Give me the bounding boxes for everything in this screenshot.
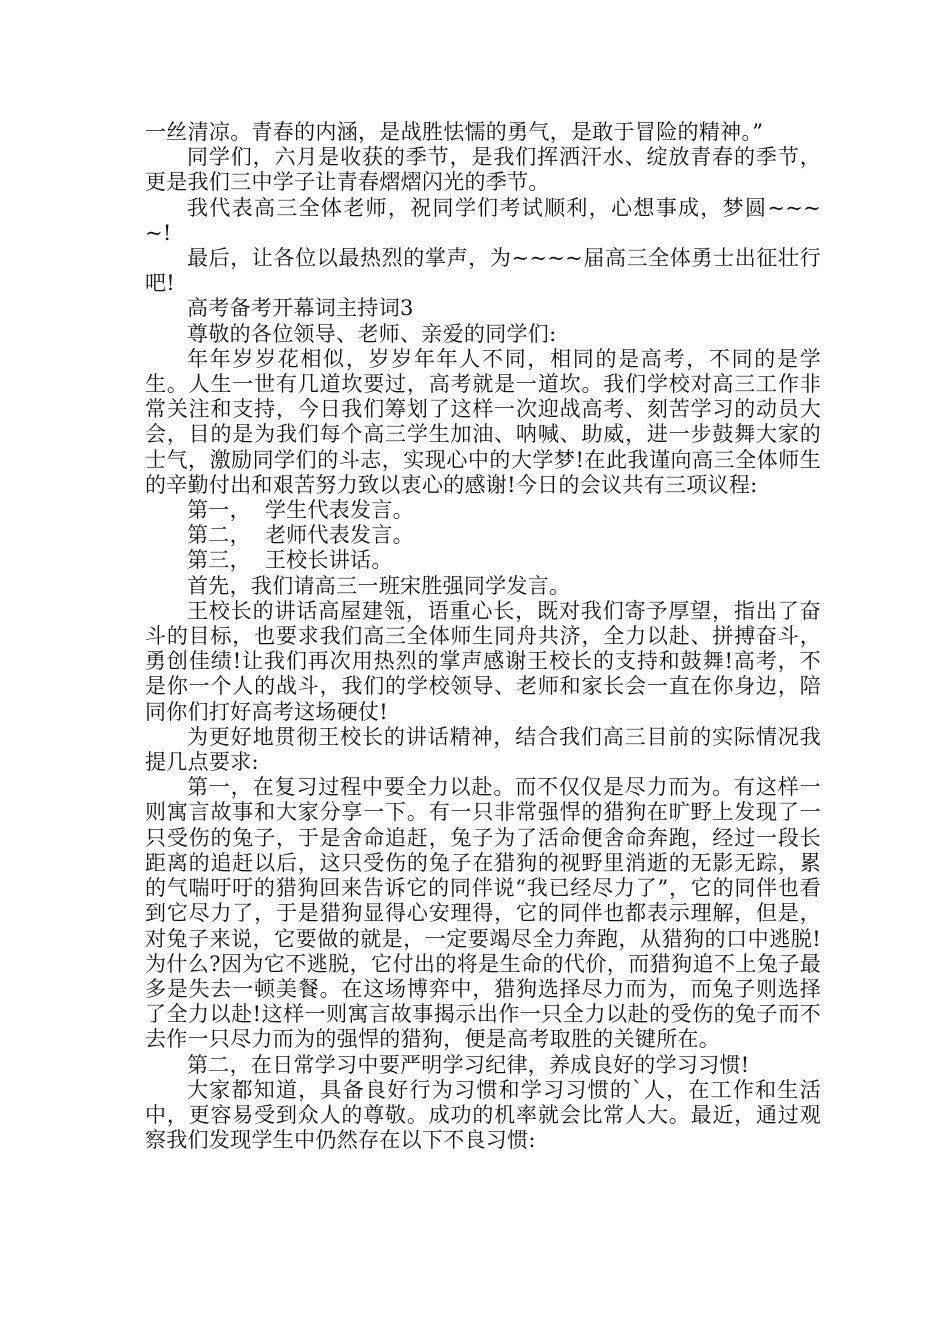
paragraph-3: 我代表高三全体老师，祝同学们考试顺利，心想事成，梦圆~~~~! xyxy=(145,195,821,245)
paragraph-12: 王校长的讲话高屋建瓴，语重心长，既对我们寄予厚望，指出了奋斗的目标，也要求我们高三全体师生同舟共济，全力以赴、拼搏奋斗，勇创佳绩!让我们再次用热烈的掌声感谢王校长的支持和鼓舞!高考，不是你一个人的战斗，我们的学校领导、老师和家长会一直在你身边，陪同你们打好高考这场硬仗! xyxy=(145,598,821,724)
salutation: 尊敬的各位领导、老师、亲爱的同学们: xyxy=(187,321,557,346)
paragraph-15: 第二，在日常学习中要严明学习纪律，养成良好的学习习惯! xyxy=(187,1052,750,1077)
paragraph-11: 首先，我们请高三一班宋胜强同学发言。 xyxy=(187,573,571,598)
paragraph-4: 最后，让各位以最热烈的掌声，为~~~~届高三全体勇士出征壮行吧! xyxy=(145,246,821,296)
paragraph-14: 第一，在复习过程中要全力以赴。而不仅仅是尽力而为。有这样一则寓言故事和大家分享一下。有一只非常强悍的猎狗在旷野上发现了一只受伤的兔子，于是舍命追赶，兔子为了活命便舍命奔跑，经过一段长距离的追赶以后，这只受伤的兔子在猎狗的视野里消逝的无影无踪，累的气喘吁吁的猎狗回来告诉它的同伴说“我已经尽力了”，它的同伴也看到它尽力了，于是猎狗显得心安理得，它的同伴也都表示理解，但是，对兔子来说，它要做的就是，一定要竭尽全力奔跑，从猎狗的口中逃脱!为什么?因为它不逃脱，它付出的将是生命的代价，而猎狗追不上兔子最多是失去一顿美餐。在这场博弈中，猎狗选择尽力而为，而兔子则选择了全力以赴!这样一则寓言故事揭示出作一只全力以赴的受伤的兔子而不去作一只尽力而为的强悍的猎狗，便是高考取胜的关键所在。 xyxy=(145,775,821,1052)
paragraph-2: 同学们，六月是收获的季节，是我们挥洒汗水、绽放青春的季节，更是我们三中学子让青春熠熠闪光的季节。 xyxy=(145,145,821,195)
paragraph-16: 大家都知道，具备良好行为习惯和学习习惯的`人，在工作和生活中，更容易受到众人的尊敬。成功的机率就会比常人大。最近，通过观察我们发现学生中仍然存在以下不良习惯: xyxy=(145,1077,821,1153)
paragraph-7: 年年岁岁花相似，岁岁年年人不同，相同的是高考，不同的是学生。人生一世有几道坎要过，高考就是一道坎。我们学校对高三工作非常关注和支持，今日我们筹划了这样一次迎战高考、刻苦学习的动员大会，目的是为我们每个高三学生加油、呐喊、助威，进一步鼓舞大家的士气，激励同学们的斗志，实现心中的大学梦!在此我谨向高三全体师生的辛勤付出和艰苦努力致以衷心的感谢!今日的会议共有三项议程: xyxy=(145,346,821,497)
agenda-item-3: 第三， 王校长讲话。 xyxy=(187,548,393,573)
document-body xyxy=(145,120,821,1153)
paragraph-13: 为更好地贯彻王校长的讲话精神，结合我们高三目前的实际情况我提几点要求: xyxy=(145,724,821,775)
agenda-item-1: 第一， 学生代表发言。 xyxy=(187,498,414,523)
paragraph-1: 一丝清凉。青春的内涵，是战胜怯懦的勇气，是敢于冒险的精神。” xyxy=(145,120,764,144)
section-heading: 高考备考开幕词主持词3 xyxy=(187,296,414,321)
agenda-item-2: 第二， 老师代表发言。 xyxy=(187,523,414,548)
